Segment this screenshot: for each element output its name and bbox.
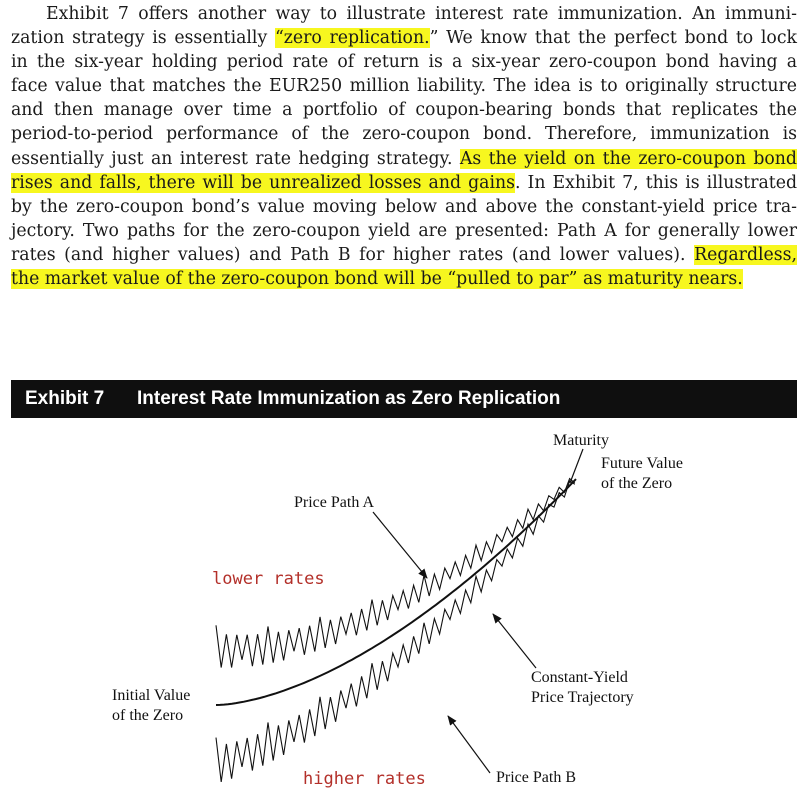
highlighted-text: Regardless,	[694, 244, 797, 265]
text-segment: ” We know that the perfect bond to lock	[429, 28, 797, 49]
price-path-a-arrow	[373, 512, 427, 578]
price-path-b-arrow	[448, 716, 490, 773]
constant-yield-arrow	[493, 614, 536, 668]
lower-rates-label: lower rates	[212, 569, 325, 589]
text-segment: essentially just an interest rate hedging strategy.	[11, 148, 460, 169]
price-path-a-label: Price Path A	[294, 494, 374, 511]
text-segment: in the six-year holding period rate of return is a six-year zero-coupon bond having a	[11, 52, 797, 73]
text-segment: zation strategy is essentially	[11, 28, 275, 49]
text-segment: by the zero-coupon bond’s value moving below and above the constant-yield price tra-	[11, 196, 797, 217]
highlighted-text: As the yield on the zero-coupon bond	[459, 148, 797, 169]
highlighted-text: rises and falls, there will be unrealized losses and gains	[11, 172, 515, 193]
price-path-b-label: Price Path B	[496, 769, 576, 786]
higher-rates-label: higher rates	[303, 769, 426, 789]
future-value-label: Future Value	[601, 455, 683, 472]
text-segment: period-to-period performance of the zero-coupon bond. Therefore, immunization is	[11, 124, 797, 145]
text-segment: and then manage over time a portfolio of coupon-bearing bonds that replicates the	[11, 100, 797, 121]
exhibit-title: Interest Rate Immunization as Zero Replication	[137, 388, 561, 409]
text-segment: Exhibit 7 offers another way to illustrate interest rate immunization. An immuni-	[46, 4, 797, 24]
maturity-leader	[570, 449, 583, 483]
exhibit-number: Exhibit 7	[25, 388, 105, 409]
future-value-label-2: of the Zero	[601, 475, 673, 492]
constant-yield-trajectory	[216, 479, 576, 705]
initial-value-label: Initial Value	[112, 687, 191, 704]
text-segment: rates (and higher values) and Path B for higher rates (and lower values).	[11, 244, 695, 265]
initial-value-label-2: of the Zero	[112, 707, 184, 724]
highlighted-text: the market value of the zero-coupon bond will be “pulled to par” as maturity nears.	[11, 269, 743, 290]
highlighted-text: “zero replication.	[274, 28, 430, 49]
text-segment: jectory. Two paths for the zero-coupon yield are presented: Path A for generally lower	[11, 220, 797, 241]
text-segment: . In Exhibit 7, this is illustrated	[514, 172, 798, 193]
constant-yield-label-2: Price Trajectory	[531, 689, 634, 706]
constant-yield-label: Constant-Yield	[531, 669, 628, 686]
maturity-label: Maturity	[553, 432, 609, 449]
text-segment: face value that matches the EUR250 million liability. The idea is to originally structure	[11, 76, 797, 97]
price-paths	[216, 449, 583, 782]
